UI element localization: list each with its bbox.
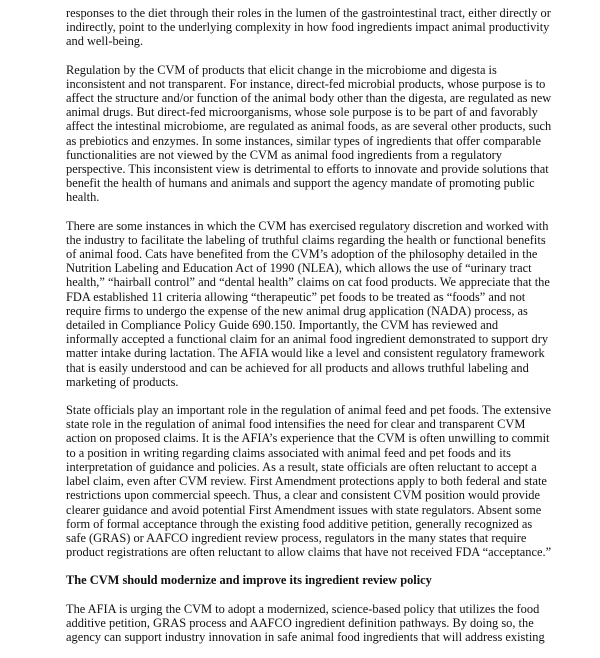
paragraph-modernize-policy: The AFIA is urging the CVM to adopt a modernized, science-based policy that utilizes the food additive petition, GRAS process and AAFCO ingredient definition pathways. By doing so, the agency can support industry innovation in safe animal food ingredients that will address existing xyxy=(66,601,545,644)
paragraph-regulatory-discretion: There are some instances in which the CVM has exercised regulatory discretion and worked with the industry to facilitate the labeling of truthful claims regarding the health or functional benefits of animal food. Cats have benefited from the CVM’s adoption of the philosophy detailed in the Nutrition Labeling and Education Act of 1990 (NLEA), which allows the use of “urinary tract health,” “hairball control” and “dental health” claims on cat food products. We appreciate that the FDA established 11 criteria allowing “therapeutic” pet foods to be treated as “foods” and not require firms to undergo the expense of the new animal drug application (NADA) process, as detailed in Compliance Policy Guide 690.150. Importantly, the CVM has reviewed and informally accepted a functional claim for an animal food ingredient demonstrated to support dry matter intake during lactation. The AFIA would like a level and consistent regulatory framework that is easily understood and can be achieved for all products and allows truthful labeling and marketing of products. xyxy=(66,218,550,389)
paragraph-diet-responses: responses to the diet through their roles in the lumen of the gastrointestinal tract, either directly or indirectly, point to the underlying complexity in how food ingredients impact animal productivity and well-being. xyxy=(66,6,551,49)
document-page xyxy=(66,6,552,658)
paragraph-state-officials: State officials play an important role in the regulation of animal feed and pet foods. The extensive state role in the regulation of animal food intensifies the need for clear and transparent CVM action on proposed claims. It is the AFIA’s experience that the CVM is often unwilling to commit to a position in writing regarding claims associated with animal feed and pet foods and its interpretation of guidance and policies. As a result, state officials are often reluctant to accept a label claim, even after CVM review. First Amendment protections apply to both federal and state restrictions upon commercial speech. Thus, a clear and consistent CVM position would provide clearer guidance and avoid potential First Amendment issues with state regulators. Absent some form of formal acceptance through the existing food additive petition, generally recognized as safe (GRAS) or AAFCO ingredient review process, regulators in the many states that require product registrations are often reluctant to allow claims that have not received FDA “acceptance.” xyxy=(66,403,552,560)
paragraph-regulation-inconsistency: Regulation by the CVM of products that elicit change in the microbiome and digesta is inconsistent and not transparent. For instance, direct-fed microbial products, whose purpose is to affect the structure and/or function of the animal body other than the digesta, are regulated as new animal drugs. But direct-fed microorganisms, whose sole purpose is to be part of and favorably affect the intestinal microbiome, are regulated as animal foods, as are several other products, such as prebiotics and enzymes. In some instances, similar types of ingredients that offer comparable functionalities are not viewed by the CVM as animal food ingredients from a regulatory perspective. This inconsistent view is detrimental to efforts to innovate and provide solutions that benefit the health of humans and animals and support the agency mandate of promoting public health. xyxy=(66,62,552,205)
section-heading: The CVM should modernize and improve its ingredient review policy xyxy=(66,573,432,588)
